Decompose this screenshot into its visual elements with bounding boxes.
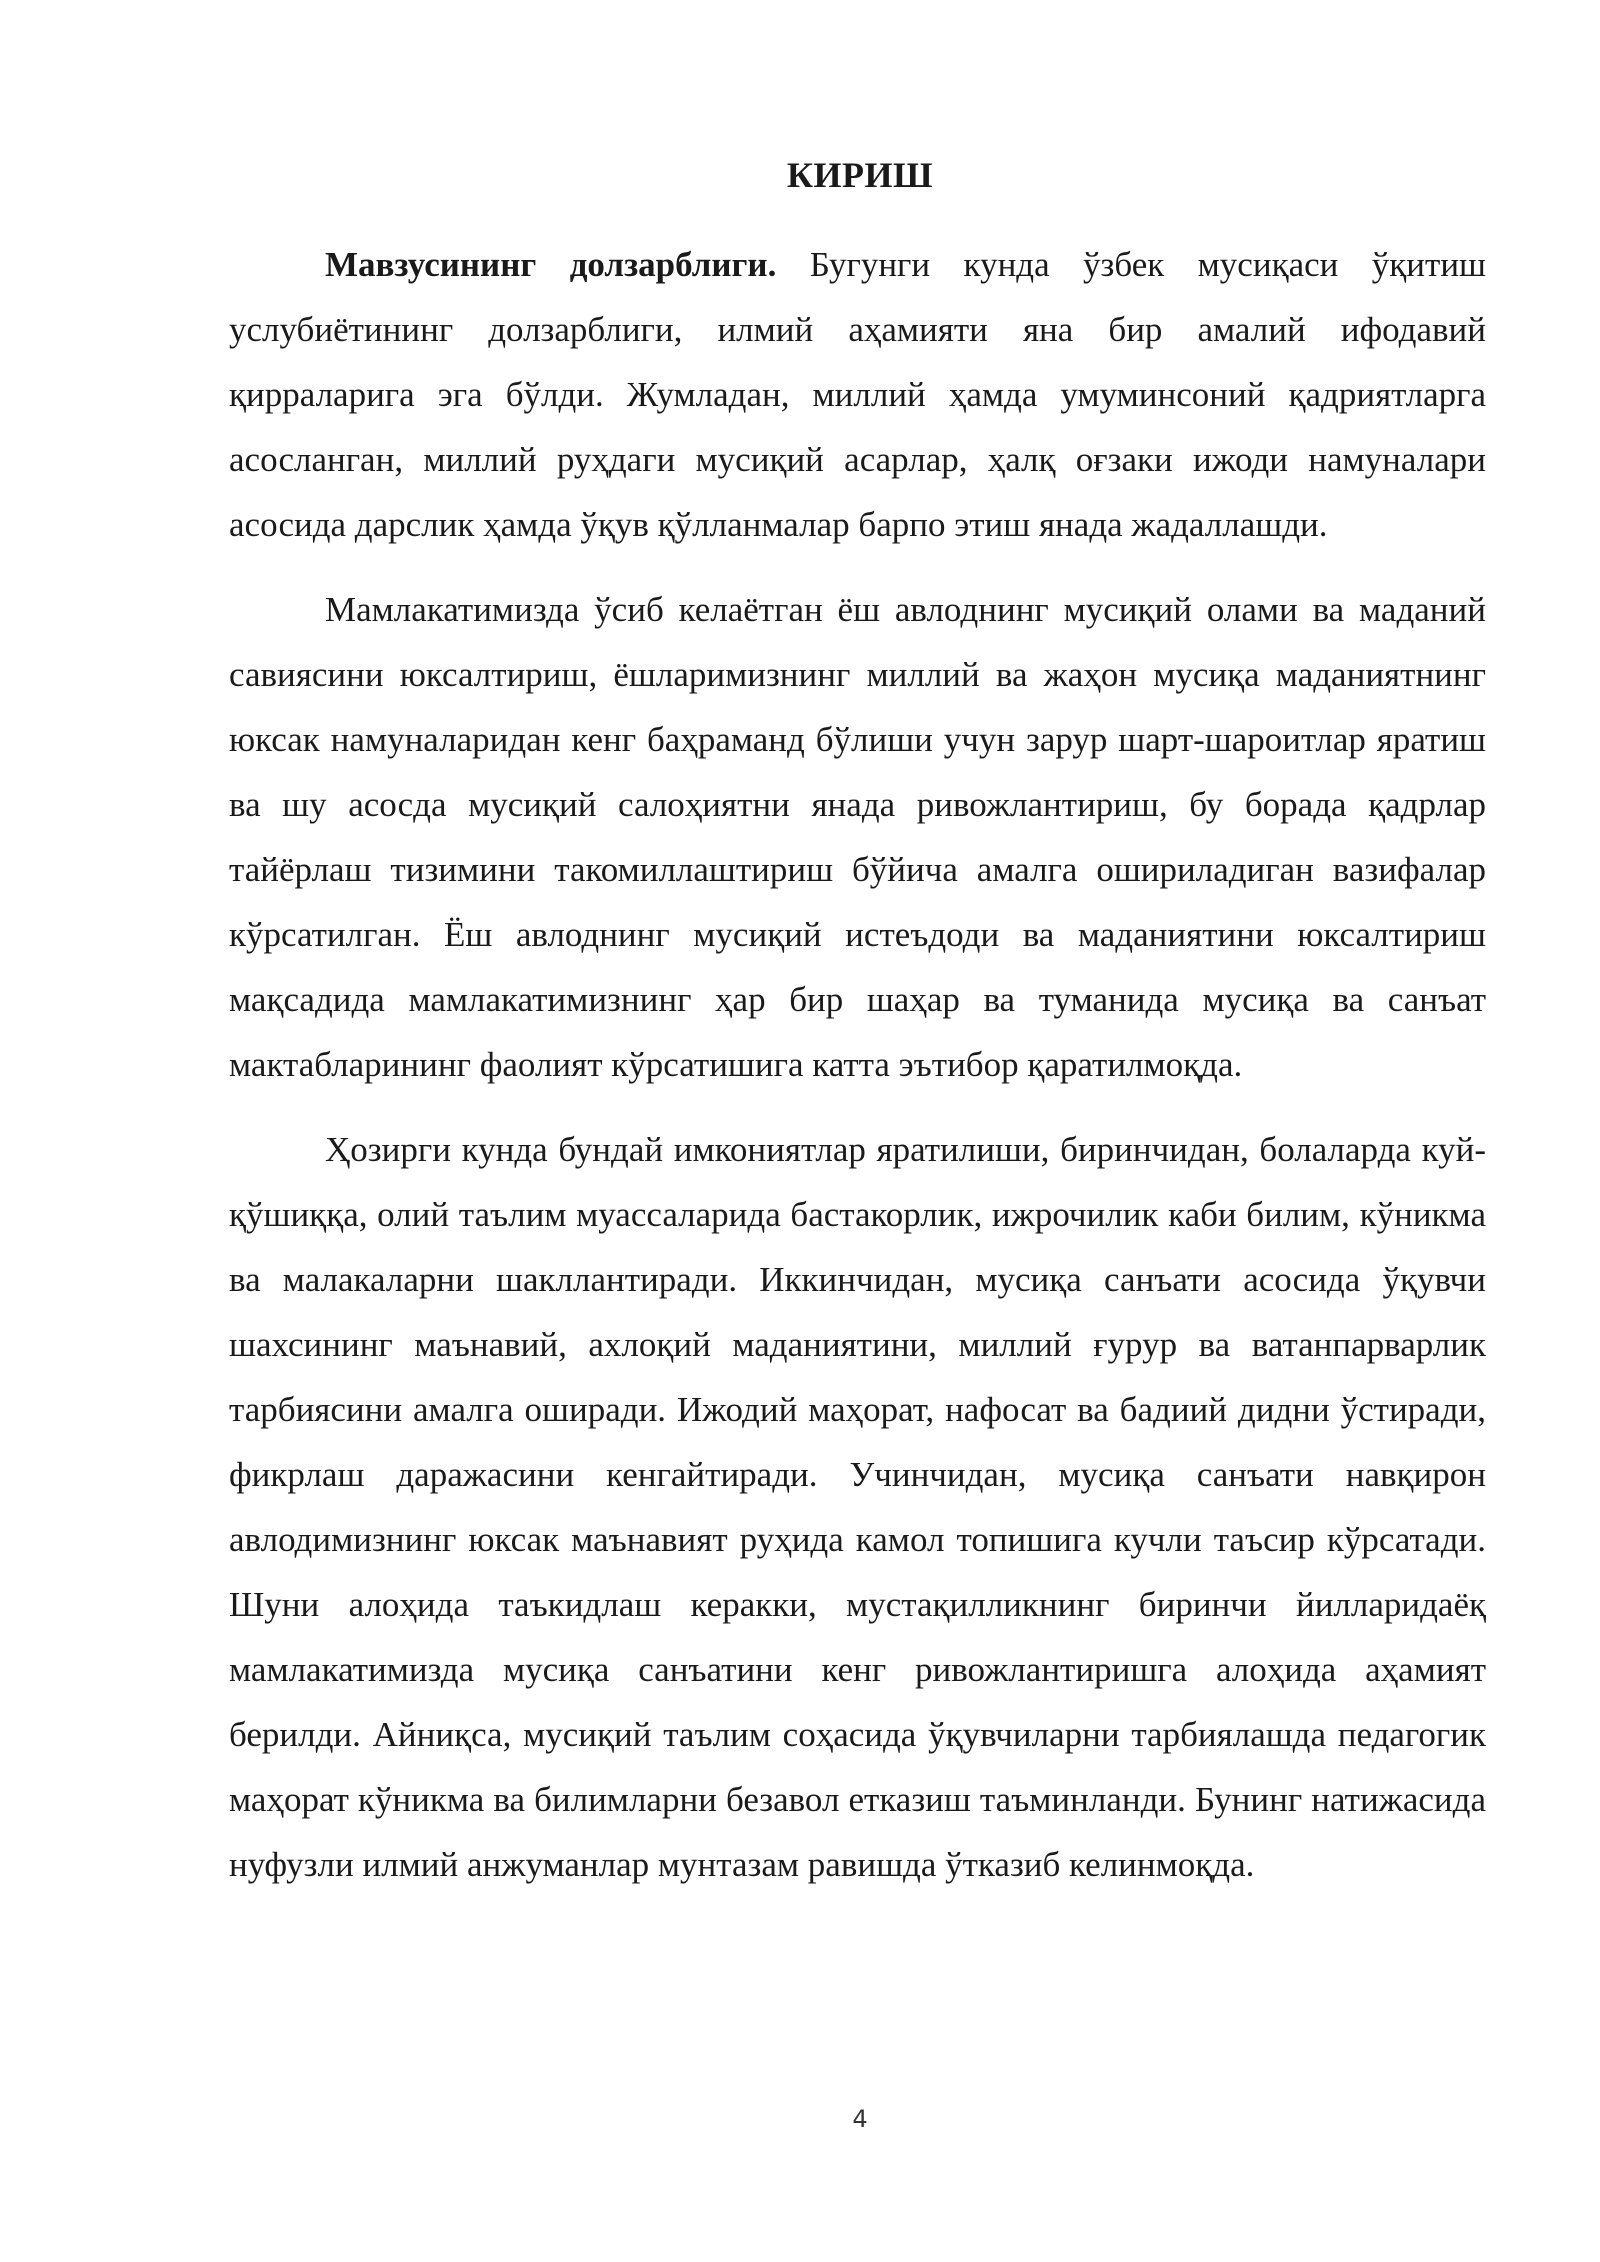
document-body (229, 232, 1486, 1917)
paragraph-opportunities (229, 1117, 1486, 1897)
page-title: КИРИШ (786, 155, 934, 195)
paragraph-text: Бугунги кунда ўзбек мусиқаси ўқитиш услубиётининг долзарблиги, илмий аҳамияти яна бир амалий ифодавий қирраларига эга бўлди. Жумладан, миллий ҳамда умуминсоний қадриятларга асосланган, миллий руҳдаги мусиқий асарлар, ҳалқ оғзаки ижоди намуналари асосида дарслик ҳамда ўқув қўлланмалар барпо этиш янада жадаллашди. (229, 245, 1486, 544)
page-number: 4 (852, 2105, 868, 2133)
paragraph-text: Ҳозирги кунда бундай имкониятлар яратилиши, биринчидан, болаларда куй-қўшиққа, олий таълим муассаларида бастакорлик, ижрочилик каби билим, кўникма ва малакаларни шакллантиради. Иккинчидан, мусиқа санъати асосида ўқувчи шахсининг маънавий, ахлоқий маданиятини, миллий ғурур ва ватанпарварлик тарбиясини амалга оширади. Ижодий маҳорат, нафосат ва бадиий дидни ўстиради, фикрлаш даражасини кенгайтиради. Учинчидан, мусиқа санъати навқирон авлодимизнинг юксак маънавият руҳида камол топишига кучли таъсир кўрсатади. Шуни алоҳида таъкидлаш керакки, мустақилликнинг биринчи йилларидаёқ мамлакатимизда мусиқа санъатини кенг ривожлантиришга алоҳида аҳамият берилди. Айниқса, мусиқий таълим соҳасида ўқувчиларни тарбиялашда педагогик маҳорат кўникма ва билимларни безавол етказиш таъминланди. Бунинг натижасида нуфузли илмий анжуманлар мунтазам равишда ўтказиб келинмоқда. (229, 1130, 1486, 1884)
paragraph-youth (229, 577, 1486, 1097)
paragraph-lead: Мавзусининг долзарблиги. (325, 245, 777, 284)
paragraph-text: Мамлакатимизда ўсиб келаётган ёш авлоднинг мусиқий олами ва маданий савиясини юксалтириш, ёшларимизнинг миллий ва жаҳон мусиқа маданиятнинг юксак намуналаридан кенг баҳраманд бўлиши учун зарур шарт-шароитлар яратиш ва шу асосда мусиқий салоҳиятни янада ривожлантириш, бу борада қадрлар тайёрлаш тизимини такомиллаштириш бўйича амалга ошириладиган вазифалар кўрсатилган. Ёш авлоднинг мусиқий истеъдоди ва маданиятини юксалтириш мақсадида мамлакатимизнинг ҳар бир шаҳар ва туманида мусиқа ва санъат мактабларининг фаолият кўрсатишига катта эътибор қаратилмоқда. (229, 590, 1486, 1084)
paragraph-relevance (229, 232, 1486, 557)
